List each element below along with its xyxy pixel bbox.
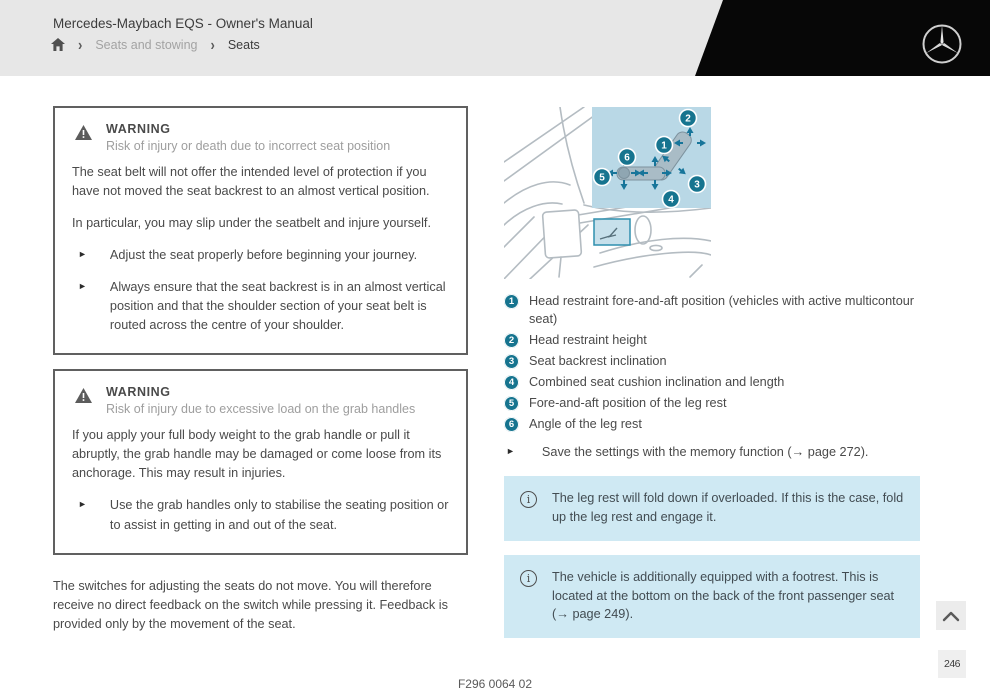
legend-number-badge: 4 bbox=[504, 375, 519, 390]
warning-subtitle: Risk of injury or death due to incorrect seat position bbox=[106, 139, 391, 153]
legend-item: 3 Seat backrest inclination bbox=[504, 352, 920, 370]
svg-text:6: 6 bbox=[624, 152, 630, 164]
warning-box-grab-handles bbox=[53, 369, 468, 554]
mercedes-star-icon bbox=[921, 23, 963, 65]
memory-function-instruction: ► Save the settings with the memory function (→ page 272). bbox=[504, 443, 920, 462]
warning-box-seat-position bbox=[53, 106, 468, 355]
right-column bbox=[504, 107, 920, 638]
warning-instruction: ► Use the grab handles only to stabilise the seating position or to assist in getting in and out of the seat. bbox=[72, 496, 450, 534]
warning-instruction: ► Always ensure that the seat backrest is in an almost vertical position and that the shoulder section of your seat belt is routed across the centre of your shoulder. bbox=[72, 278, 450, 335]
scroll-to-top-button[interactable] bbox=[936, 601, 966, 630]
legend-item: 6 Angle of the leg rest bbox=[504, 415, 920, 433]
figure-callout-4 bbox=[663, 191, 680, 208]
page-number-badge: 246 bbox=[938, 650, 966, 678]
legend-number-badge: 3 bbox=[504, 354, 519, 369]
left-column bbox=[53, 106, 468, 634]
document-title: Mercedes-Maybach EQS - Owner's Manual bbox=[53, 16, 313, 31]
switch-location-highlight bbox=[594, 219, 630, 245]
figure-caption: F296 0064 02 bbox=[457, 677, 533, 691]
body-paragraph: The switches for adjusting the seats do not move. You will therefore receive no direct feedback on the switch while pressing it. Feedback is provided only by the movement of the seat. bbox=[53, 578, 448, 631]
breadcrumb-current: Seats bbox=[227, 37, 260, 52]
figure-callout-2 bbox=[680, 110, 697, 127]
triangle-bullet-icon: ► bbox=[506, 446, 515, 457]
legend-item: 5 Fore-and-aft position of the leg rest bbox=[504, 394, 920, 412]
warning-header bbox=[72, 122, 450, 153]
figure-callout-6 bbox=[619, 149, 636, 166]
chevron-up-icon bbox=[942, 610, 960, 622]
info-icon: i bbox=[520, 491, 537, 508]
warning-header bbox=[72, 385, 450, 416]
svg-text:4: 4 bbox=[668, 194, 674, 206]
warning-title: WARNING bbox=[106, 122, 171, 136]
warning-triangle-icon bbox=[75, 125, 92, 153]
svg-text:1: 1 bbox=[661, 140, 667, 152]
svg-text:3: 3 bbox=[694, 179, 700, 191]
figure-callout-5 bbox=[594, 169, 611, 186]
figure-legend bbox=[504, 292, 920, 433]
note-box-footrest: i The vehicle is additionally equipped with a footrest. This is located at the bottom on the back of the front passenger seat (→ page 249). bbox=[504, 555, 920, 638]
warning-paragraph: If you apply your full body weight to the grab handle or pull it abruptly, the grab handle may be damaged or come loose from its anchorage. This may result in injuries. bbox=[72, 428, 442, 481]
warning-triangle-icon bbox=[75, 388, 92, 416]
figure-callout-3 bbox=[689, 176, 706, 193]
legend-number-badge: 5 bbox=[504, 396, 519, 411]
seat-adjustment-figure bbox=[504, 107, 711, 279]
svg-text:5: 5 bbox=[599, 172, 605, 184]
warning-paragraph: In particular, you may slip under the seatbelt and injure yourself. bbox=[72, 216, 431, 231]
info-icon: i bbox=[520, 570, 537, 587]
chevron-right-icon: › bbox=[78, 35, 83, 54]
home-icon[interactable] bbox=[51, 38, 65, 51]
breadcrumb-parent[interactable]: Seats and stowing bbox=[95, 37, 198, 52]
warning-titles bbox=[106, 122, 390, 153]
warning-titles bbox=[106, 385, 415, 416]
legend-item: 2 Head restraint height bbox=[504, 331, 920, 349]
legend-number-badge: 1 bbox=[504, 294, 519, 309]
triangle-bullet-icon: ► bbox=[78, 499, 87, 510]
warning-instruction: ► Adjust the seat properly before beginning your journey. bbox=[72, 246, 450, 265]
breadcrumb bbox=[51, 37, 260, 52]
legend-item: 4 Combined seat cushion inclination and length bbox=[504, 373, 920, 391]
triangle-bullet-icon: ► bbox=[78, 249, 87, 260]
legend-item: 1 Head restraint fore-and-aft position (vehicles with active multicontour seat) bbox=[504, 292, 920, 328]
note-box-leg-rest: i The leg rest will fold down if overloaded. If this is the case, fold up the leg rest and engage it. bbox=[504, 476, 920, 541]
warning-subtitle: Risk of injury due to excessive load on the grab handles bbox=[106, 402, 416, 417]
chevron-right-icon: › bbox=[210, 35, 215, 54]
warning-paragraph: The seat belt will not offer the intended level of protection if you have not moved the seat backrest to an almost vertical position. bbox=[72, 165, 430, 199]
figure-callout-1 bbox=[656, 137, 673, 154]
triangle-bullet-icon: ► bbox=[78, 281, 87, 292]
warning-title: WARNING bbox=[106, 385, 171, 400]
header-bar bbox=[0, 0, 990, 76]
legend-number-badge: 6 bbox=[504, 417, 519, 432]
legend-number-badge: 2 bbox=[504, 333, 519, 348]
svg-text:2: 2 bbox=[685, 113, 691, 125]
